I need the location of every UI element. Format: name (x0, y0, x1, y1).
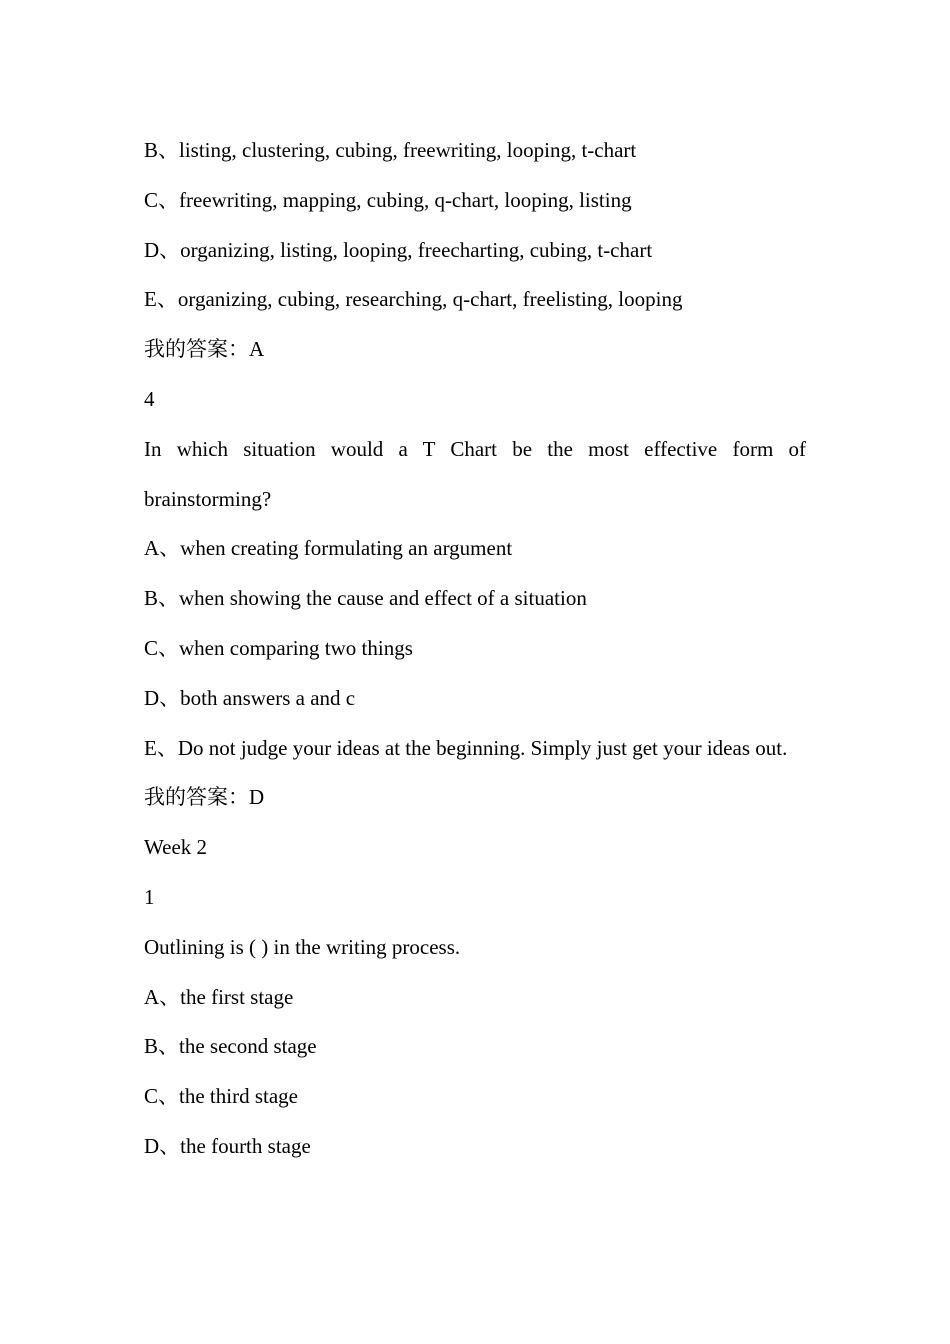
q4-option-a: A、when creating formulating an argument (144, 536, 513, 561)
w2-q1-option-d: D、the fourth stage (144, 1133, 311, 1158)
q4-option-e: E、Do not judge your ideas at the beginning. Simply just get your ideas out. (144, 735, 788, 760)
q4-number: 4 (144, 386, 155, 411)
week-heading: Week 2 (144, 835, 208, 860)
q4-my-answer: 我的答案：D (144, 785, 265, 810)
q4-option-c: C、when comparing two things (144, 635, 413, 660)
q4-question-text: In which situation would a T Chart be the most effective form of brainstorming? (144, 436, 806, 511)
q3-my-answer: 我的答案：A (144, 337, 265, 362)
q3-option-e: E、organizing, cubing, researching, q-chart, freelisting, looping (144, 287, 683, 312)
w2-q1-option-b: B、the second stage (144, 1034, 317, 1059)
q3-option-b: B、listing, clustering, cubing, freewriting, looping, t-chart (144, 138, 637, 162)
q3-option-d: D、organizing, listing, looping, freecharting, cubing, t-chart (144, 237, 653, 262)
q4-option-d: D、both answers a and c (144, 685, 356, 710)
w2-q1-question-text: Outlining is ( ) in the writing process. (144, 934, 461, 959)
q4-option-b: B、when showing the cause and effect of a situation (144, 586, 587, 611)
q3-option-c: C、freewriting, mapping, cubing, q-chart, looping, listing (144, 187, 632, 212)
document-body (144, 126, 806, 1172)
w2-q1-option-c: C、the third stage (144, 1084, 298, 1109)
w2-q1-option-a: A、the first stage (144, 984, 294, 1009)
w2-q1-number: 1 (144, 884, 155, 909)
